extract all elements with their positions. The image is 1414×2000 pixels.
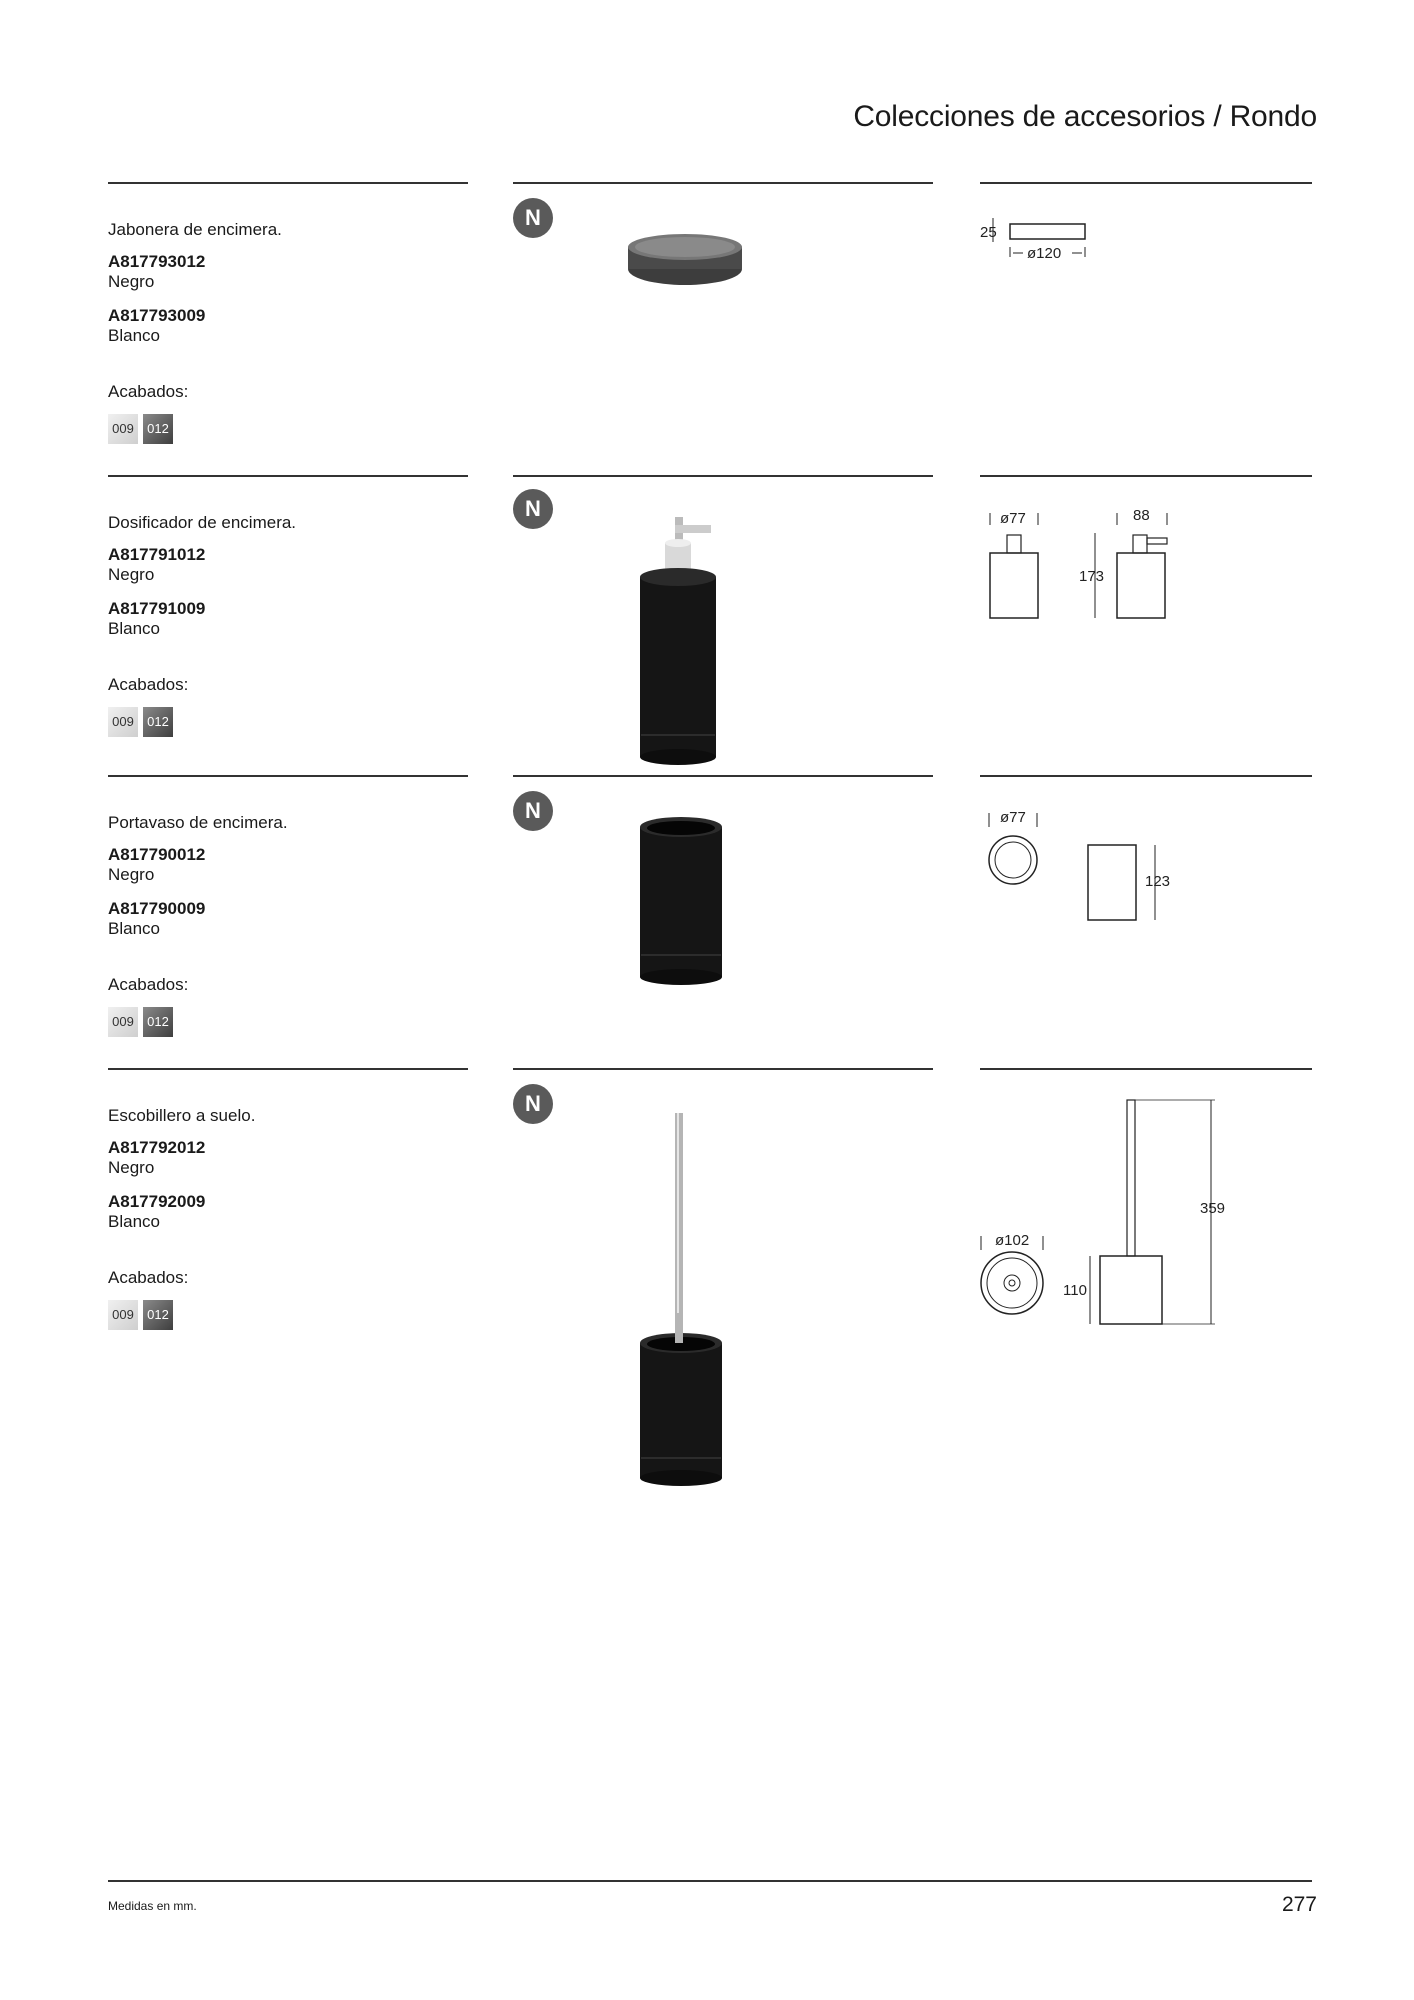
divider [980, 182, 1312, 184]
product-code: A817790009 [108, 899, 206, 918]
divider [980, 1068, 1312, 1070]
divider [108, 182, 468, 184]
divider [108, 775, 468, 777]
toilet-brush-drawing [975, 1098, 1235, 1338]
product-color: Negro [108, 565, 155, 584]
product-description: Dosificador de encimera. [108, 513, 297, 532]
product-code: A817793009 [108, 306, 206, 325]
dimension-label: ø77 [1000, 510, 1026, 527]
product-code: A817792009 [108, 1192, 206, 1211]
divider [513, 182, 933, 184]
soap-dispenser-drawing [975, 505, 1195, 630]
finish-swatch-012: 012 [143, 707, 173, 737]
product-code: A817793012 [108, 252, 206, 271]
divider [513, 1068, 933, 1070]
finish-swatches [108, 1300, 468, 1330]
product-section-tumbler-holder [0, 775, 1414, 1065]
product-code: A817790012 [108, 845, 206, 864]
page-title: Colecciones de accesorios / Rondo [853, 100, 1317, 133]
divider [108, 1068, 468, 1070]
dimension-label: 359 [1200, 1200, 1226, 1217]
toilet-brush-photo [635, 1113, 735, 1488]
new-badge: N [513, 489, 553, 529]
dimension-label: ø120 [1027, 245, 1062, 262]
product-color: Blanco [108, 619, 160, 638]
footer-note: Medidas en mm. [108, 1899, 197, 1913]
finishes-label: Acabados: [108, 975, 189, 994]
page-number: 277 [1281, 1893, 1317, 1916]
tumbler-holder-drawing [975, 805, 1195, 930]
product-description: Escobillero a suelo. [108, 1106, 256, 1125]
product-info [108, 813, 468, 1037]
finish-swatch-009: 009 [108, 414, 138, 444]
dimension-label: 88 [1133, 507, 1150, 524]
product-code: A817791012 [108, 545, 206, 564]
finish-swatches [108, 1007, 468, 1037]
finish-swatch-012: 012 [143, 1300, 173, 1330]
finish-swatches [108, 707, 468, 737]
new-badge: N [513, 198, 553, 238]
finish-swatch-009: 009 [108, 1300, 138, 1330]
divider [513, 775, 933, 777]
product-info [108, 1106, 468, 1330]
finishes-label: Acabados: [108, 675, 189, 694]
tumbler-holder-photo [635, 815, 735, 985]
dimension-label: ø102 [995, 1232, 1030, 1249]
dimension-label: ø77 [1000, 809, 1026, 826]
product-color: Blanco [108, 326, 160, 345]
product-description: Jabonera de encimera. [108, 220, 282, 239]
footer-divider [108, 1880, 1312, 1882]
product-info [108, 220, 468, 444]
divider [108, 475, 468, 477]
product-color: Negro [108, 865, 155, 884]
soap-dish-photo [620, 227, 750, 297]
product-color: Negro [108, 272, 155, 291]
soap-dispenser-photo [635, 515, 735, 765]
soap-dish-drawing [975, 212, 1115, 272]
divider [513, 475, 933, 477]
product-info [108, 513, 468, 737]
finish-swatch-012: 012 [143, 1007, 173, 1037]
product-color: Blanco [108, 1212, 160, 1231]
product-section-soap-dish [0, 182, 1414, 452]
divider [980, 475, 1312, 477]
product-color: Blanco [108, 919, 160, 938]
divider [980, 775, 1312, 777]
product-section-toilet-brush [0, 1068, 1414, 1488]
dimension-label: 123 [1145, 873, 1171, 890]
product-code: A817792012 [108, 1138, 206, 1157]
finish-swatches [108, 414, 468, 444]
product-description: Portavaso de encimera. [108, 813, 288, 832]
dimension-label: 25 [980, 224, 997, 241]
finishes-label: Acabados: [108, 1268, 189, 1287]
new-badge: N [513, 791, 553, 831]
finish-swatch-012: 012 [143, 414, 173, 444]
finish-swatch-009: 009 [108, 707, 138, 737]
product-color: Negro [108, 1158, 155, 1177]
dimension-label: 173 [1079, 568, 1105, 585]
product-code: A817791009 [108, 599, 206, 618]
finish-swatch-009: 009 [108, 1007, 138, 1037]
finishes-label: Acabados: [108, 382, 189, 401]
product-section-soap-dispenser [0, 475, 1414, 765]
new-badge: N [513, 1084, 553, 1124]
dimension-label: 110 [1063, 1282, 1087, 1299]
